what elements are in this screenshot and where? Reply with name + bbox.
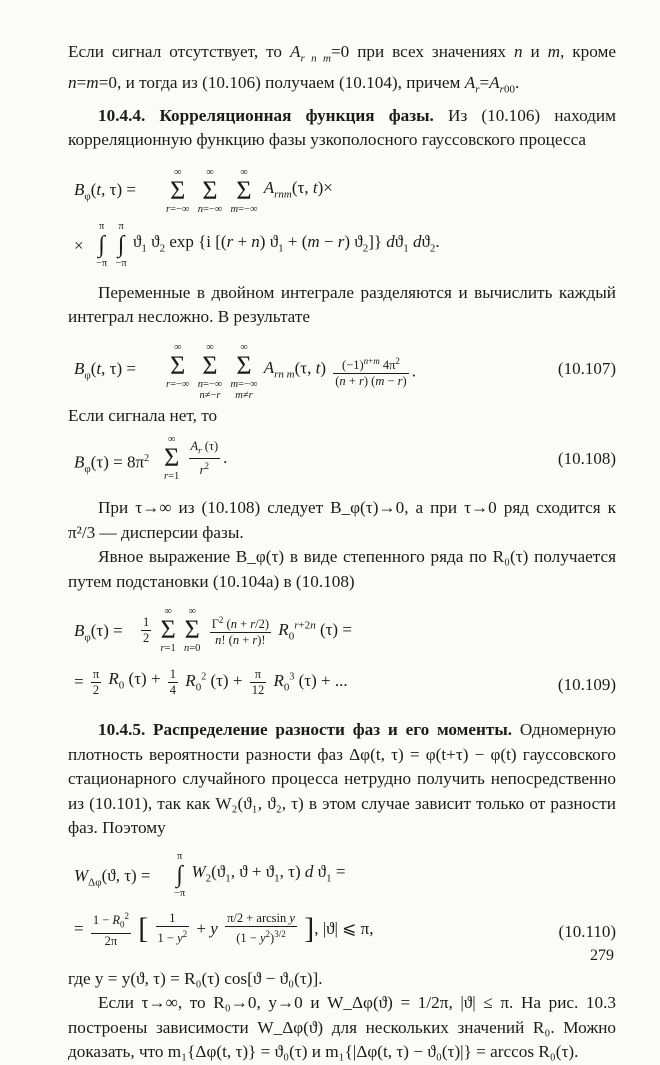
equation-correlation-sum: $B_\varphi(t$, τ) = ∞ Σ r=−∞ ∞ Σ n=−∞ ∞ Σ m=−∞ $A_{rnm}(\tau$, t)× (74, 166, 333, 215)
equation-10-109-line1: $B_\varphi(\tau)$ = $\frac{1}{2}$ ∞ Σ r=1 ∞ Σ n=0 $\frac{\Gamma^2 (n + r/2)}{n! (n + r)!}$ $R_0^{r+2n}$ (τ) = (74, 606, 352, 655)
paragraph-no-signal: Если сигнала нет, то (68, 405, 218, 425)
section-10-4-4 (68, 104, 616, 153)
paragraph-separate-variables: Переменные в двойном интеграле разделяются и вычислить каждый интеграл несложно. В результате (68, 282, 616, 327)
section-10-4-5 (68, 718, 616, 841)
equation-double-integral: × π ∫ −π π ∫ −π $ϑ_1$ $ϑ_2$ exp {i [(r + n) $ϑ_1 + (m - r)$ $ϑ_2$]} $dϑ_1$ $dϑ_2$. (74, 220, 440, 269)
equation-10-110-line2: = $\frac{1 - R_0^2}{2\pi}$ [ $\frac{1}{1 - y^2}$ + y $\frac{\text{π/2 + arcsin y}}{(1 - y^2)^{3/2}}$ ], |ϑ| ⩽ π, (10.110) (74, 910, 616, 948)
paragraph-tau-limit: При τ→∞ из (10.108) следует B_φ(τ)→0, а при τ→0 ряд сходится к π²/3 — дисперсии фазы. (68, 498, 616, 542)
equation-10-109-line2: = $\frac{\pi}{2}$ $R_0$ (τ) + $\frac{1}{4}$ $R_0^2$ (τ) + $\frac{\pi}{12}$ $R_0^3$ (τ) + ... (10.109) (74, 666, 616, 697)
paragraph-where-y: где y = y(ϑ, τ) = R₀(τ) cos[ϑ − ϑ₀(τ)]. (68, 968, 323, 988)
section-10-4-5-text: Одномерную плотность вероятности разности фаз Δφ(t, τ) = φ(t+τ) − φ(t) гауссовского стационарного случайного процесса нетрудно получить непосредственно из (10.101), так как W₂(ϑ₁, ϑ₂, τ) в этом случае зависит только от разности фаз. Поэтому (68, 720, 617, 838)
section-10-4-5-heading: 10.4.5. Распределение разности фаз и его моменты. (98, 720, 513, 740)
paragraph-no-signal-coefficients: Если сигнал отсутствует, то $A_{r n m}=0$ при всех значениях n и m, кроме n=m=0, и тогда из (10.106) получаем (10.104), причем $A_r=A_{r00}$. (68, 42, 616, 96)
page-body (68, 40, 616, 1065)
equation-10-110-line1: $W_{\Delta\varphi}(ϑ$, τ) = π ∫ −π $W_2(ϑ_1$, $ϑ + ϑ_1$, τ) d $ϑ_1$ = (74, 850, 346, 899)
equation-10-107-number: (10.107) (557, 358, 616, 378)
paragraph-limit-moments: Если τ→∞, то R₀→0, y→0 и W_Δφ(ϑ) = 1/2π, |ϑ| ≤ π. На рис. 10.3 построены зависимости W_Δφ(ϑ) для нескольких значений R₀. Можно доказать, что m₁{Δφ(t, τ)} = ϑ₀(τ) и m₁{|Δφ(t, τ) − ϑ₀(τ)|} = arccos R₀(τ). (68, 993, 616, 1062)
equation-10-109-number: (10.109) (557, 675, 616, 695)
equation-10-108: $B_\varphi(\tau) = 8\pi^2$ ∞ Σ r=1 $\frac{A_r (\tau)}{r^2}$ . (10.108) (74, 434, 616, 483)
page-number: 279 (590, 947, 614, 964)
equation-10-108-number: (10.108) (557, 449, 616, 469)
section-10-4-4-heading: 10.4.4. Корреляционная функция фазы. (98, 105, 434, 125)
equation-10-110-number: (10.110) (558, 921, 616, 941)
equation-10-107: $B_\varphi(t$, τ) = ∞ Σ r=−∞ ∞ Σ n=−∞ n≠−r ∞ Σ m=−∞ m≠r $A_{rn m}(\tau$, t) $\frac{(-1)^{n+m} 4\pi^2}{(n + r) (m - r)}$ . (10.107) (74, 341, 616, 401)
paragraph-power-series: Явное выражение B_φ(τ) в виде степенного ряда по R₀(τ) получается путем подстановки (10.104а) в (10.108) (68, 547, 616, 591)
section-10-4-4-text: Из (10.106) находим корреляционную функцию фазы узкополосного гауссовского процесса (68, 105, 616, 150)
